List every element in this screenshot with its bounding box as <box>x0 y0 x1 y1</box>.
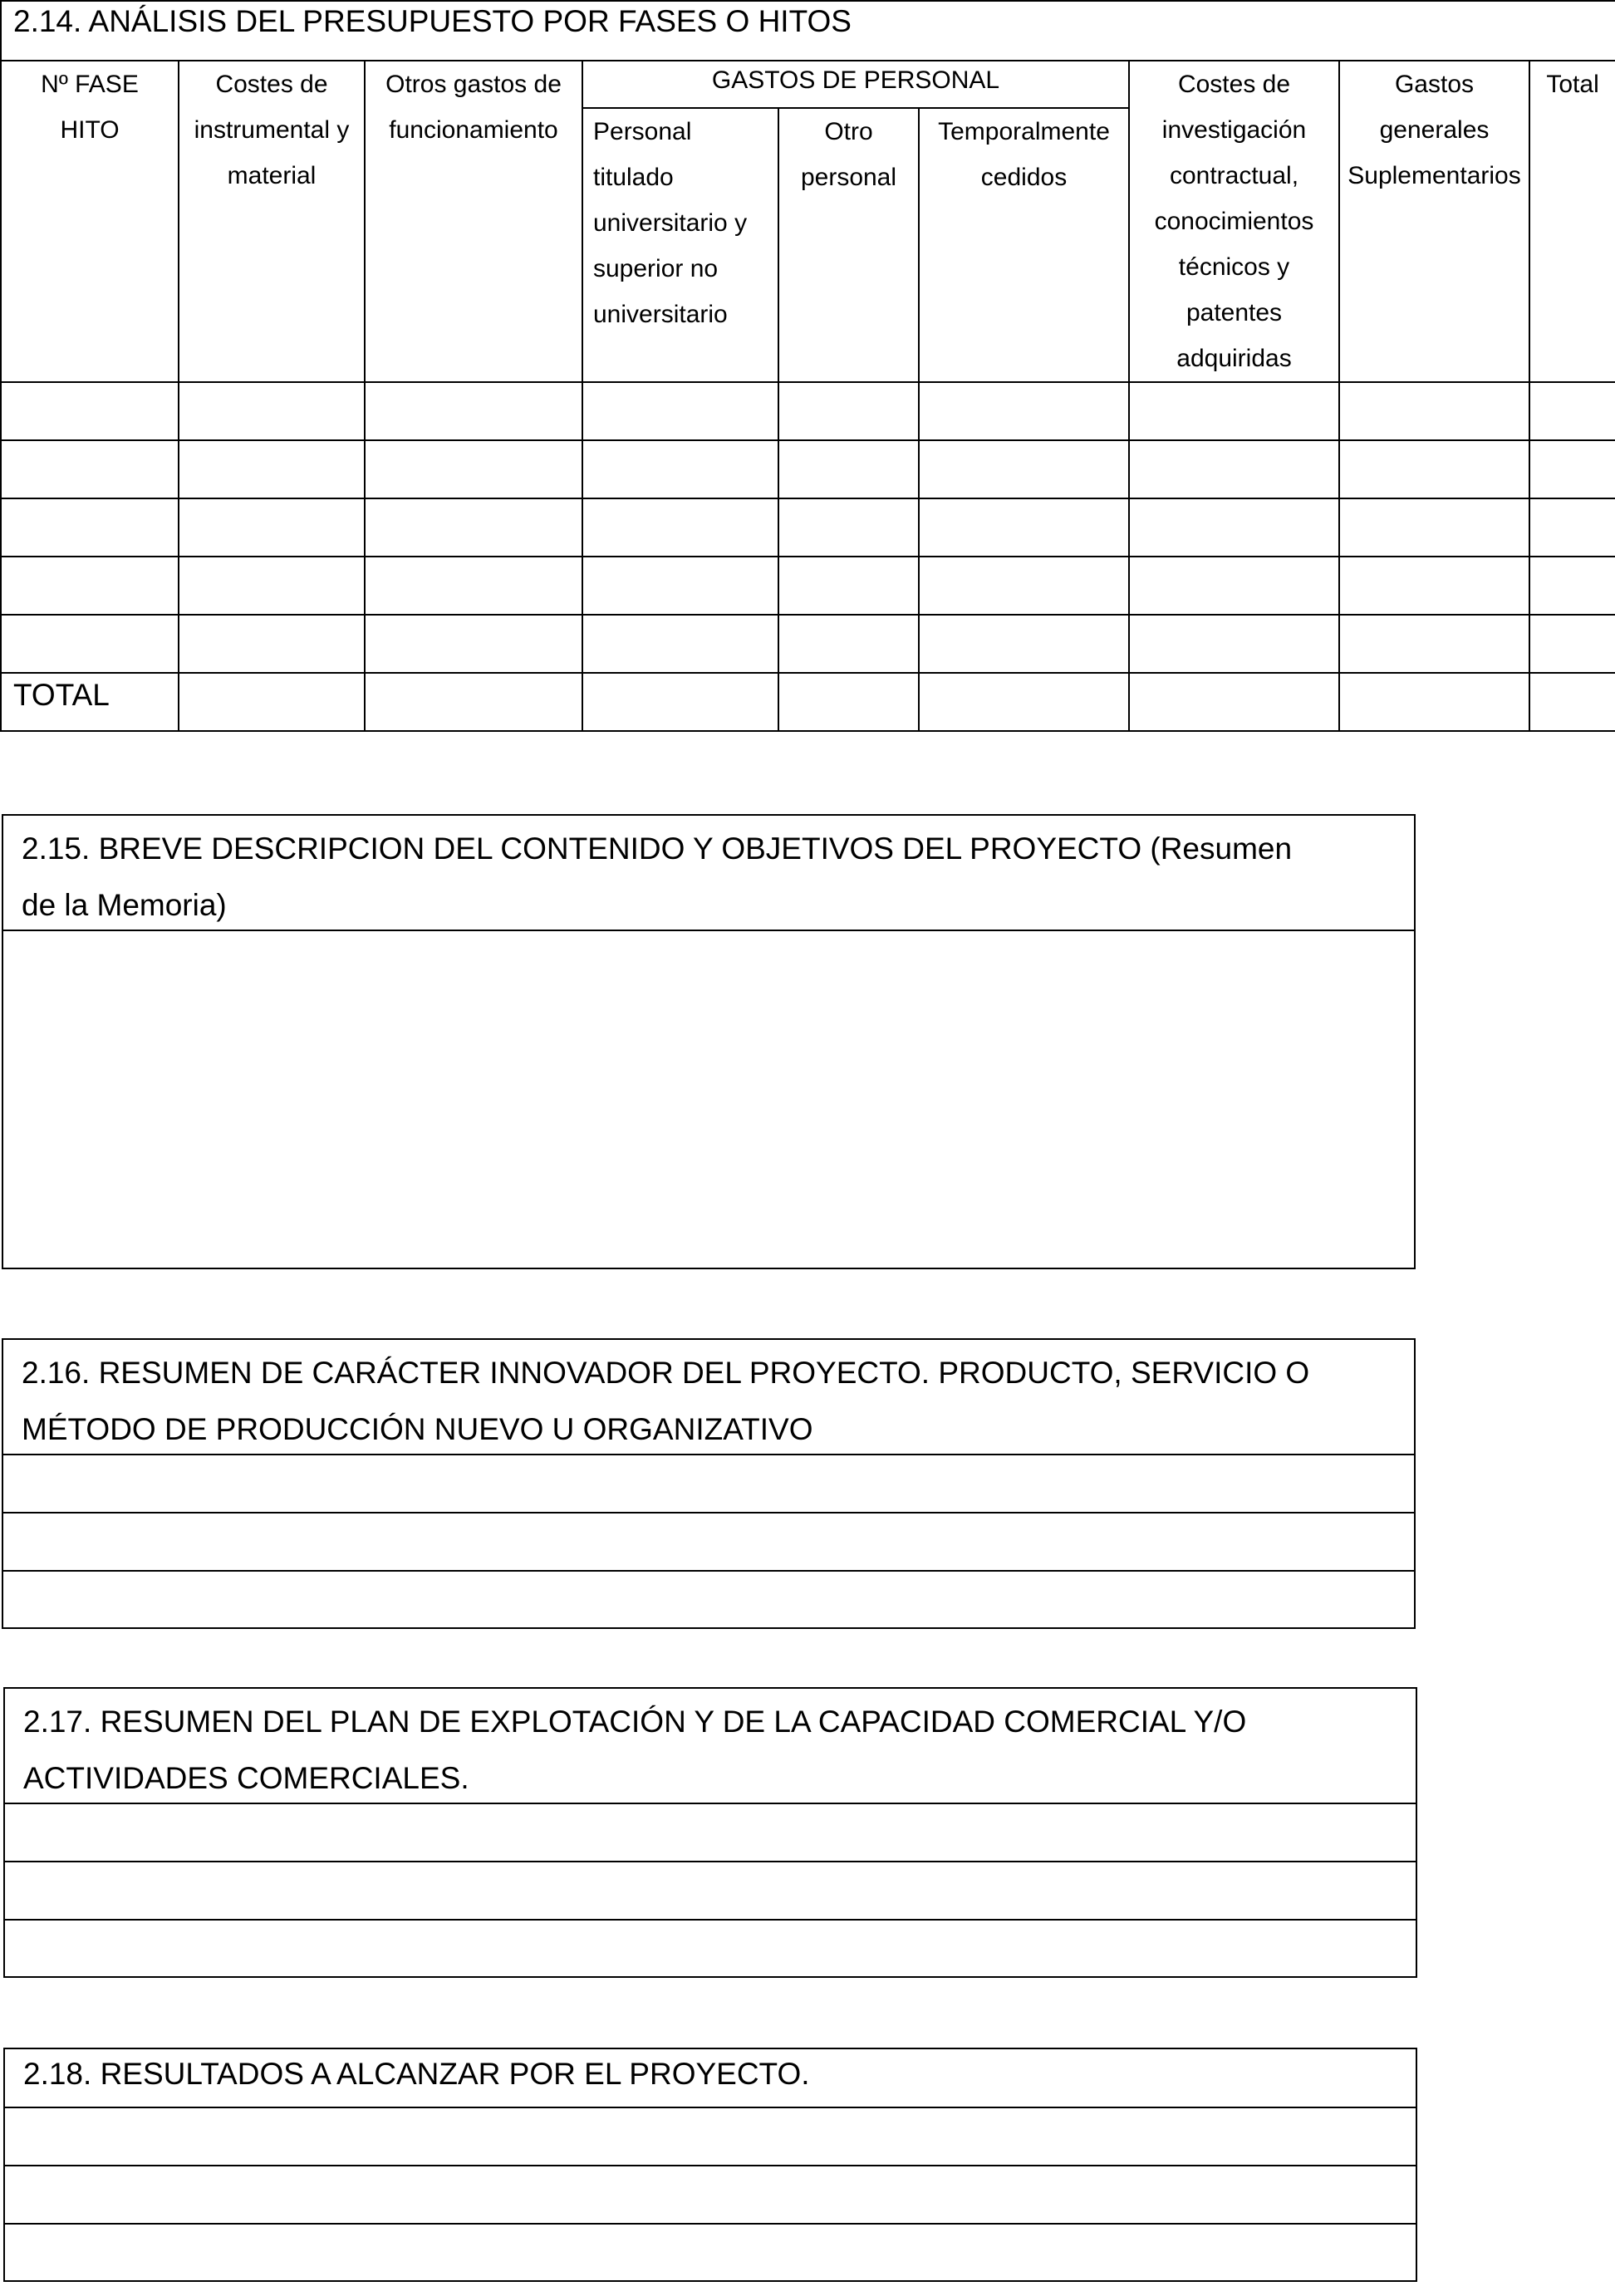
table-cell[interactable] <box>778 498 919 557</box>
description-area[interactable] <box>3 931 1414 1268</box>
section-2-15-title: 2.15. BREVE DESCRIPCION DEL CONTENIDO Y OBJETIVOS DEL PROYECTO (Resumen de la Memoria) <box>3 816 1414 931</box>
table-cell[interactable] <box>582 673 778 731</box>
col-header-gastos-personal: GASTOS DE PERSONAL <box>582 61 1129 108</box>
table-cell[interactable] <box>1339 557 1529 615</box>
table-cell[interactable] <box>778 382 919 440</box>
table-cell[interactable] <box>179 557 365 615</box>
table-cell[interactable] <box>778 615 919 673</box>
section-2-18-title: 2.18. RESULTADOS A ALCANZAR POR EL PROYECTO. <box>5 2049 1416 2108</box>
answer-line[interactable] <box>5 1921 1416 1976</box>
table-cell[interactable] <box>1339 615 1529 673</box>
table-row <box>1 615 1615 673</box>
table-cell[interactable] <box>1129 440 1339 498</box>
table-cell[interactable] <box>1129 615 1339 673</box>
table-cell[interactable] <box>582 498 778 557</box>
section-2-18-box <box>3 2048 1417 2282</box>
table-cell[interactable] <box>1 615 179 673</box>
table-row <box>1 382 1615 440</box>
table-row <box>1 440 1615 498</box>
table-cell[interactable] <box>365 498 582 557</box>
table-cell[interactable] <box>1 382 179 440</box>
col-header-instrumental: Costes de instrumental y material <box>179 61 365 382</box>
table-cell[interactable] <box>919 382 1129 440</box>
section-2-16-title: 2.16. RESUMEN DE CARÁCTER INNOVADOR DEL PROYECTO. PRODUCTO, SERVICIO O MÉTODO DE PRODUCCIÓN NUEVO U ORGANIZATIVO <box>3 1340 1414 1455</box>
table-cell[interactable] <box>1129 382 1339 440</box>
section-2-17-title: 2.17. RESUMEN DEL PLAN DE EXPLOTACIÓN Y DE LA CAPACIDAD COMERCIAL Y/O ACTIVIDADES COMERCIALES. <box>5 1689 1416 1804</box>
col-header-gastos-generales: Gastos generales Suplementarios <box>1339 61 1529 382</box>
table-cell[interactable] <box>1129 557 1339 615</box>
table-cell[interactable] <box>1339 498 1529 557</box>
table-cell[interactable] <box>1339 673 1529 731</box>
answer-line[interactable] <box>5 1862 1416 1921</box>
col-header-otro-personal: Otro personal <box>778 108 919 382</box>
table-cell[interactable] <box>179 673 365 731</box>
section-2-15-box <box>2 814 1416 1269</box>
section-2-16-box <box>2 1338 1416 1629</box>
table-cell[interactable] <box>919 557 1129 615</box>
table-cell[interactable] <box>919 498 1129 557</box>
col-header-investigacion: Costes de investigación contractual, conocimientos técnicos y patentes adquiridas <box>1129 61 1339 382</box>
table-cell[interactable] <box>582 615 778 673</box>
table-cell[interactable] <box>1339 382 1529 440</box>
table-cell[interactable] <box>365 557 582 615</box>
table-cell[interactable] <box>1529 440 1615 498</box>
table-cell[interactable] <box>365 615 582 673</box>
answer-line[interactable] <box>5 2225 1416 2280</box>
answer-line[interactable] <box>3 1572 1414 1627</box>
total-label: TOTAL <box>1 673 179 731</box>
table-cell[interactable] <box>365 382 582 440</box>
table-row <box>1 557 1615 615</box>
table-cell[interactable] <box>919 440 1129 498</box>
table-cell[interactable] <box>365 673 582 731</box>
table-cell[interactable] <box>919 615 1129 673</box>
table-cell[interactable] <box>582 382 778 440</box>
answer-line[interactable] <box>3 1513 1414 1572</box>
table-cell[interactable] <box>778 557 919 615</box>
table-cell[interactable] <box>778 440 919 498</box>
answer-line[interactable] <box>3 1455 1414 1513</box>
table-cell[interactable] <box>179 440 365 498</box>
table-cell[interactable] <box>1 440 179 498</box>
table-cell[interactable] <box>1339 440 1529 498</box>
table-cell[interactable] <box>582 557 778 615</box>
table-cell[interactable] <box>179 382 365 440</box>
budget-table <box>0 0 1615 732</box>
total-row <box>1 673 1615 731</box>
table-cell[interactable] <box>179 498 365 557</box>
table-cell[interactable] <box>778 673 919 731</box>
answer-line[interactable] <box>5 2108 1416 2166</box>
table-row <box>1 498 1615 557</box>
col-header-temporalmente-cedidos: Temporalmente cedidos <box>919 108 1129 382</box>
table-cell[interactable] <box>365 440 582 498</box>
table-cell[interactable] <box>1529 382 1615 440</box>
table-cell[interactable] <box>1 557 179 615</box>
col-header-otros-gastos: Otros gastos de funcionamiento <box>365 61 582 382</box>
table-cell[interactable] <box>1129 498 1339 557</box>
table-cell[interactable] <box>1529 498 1615 557</box>
section-2-14-title: 2.14. ANÁLISIS DEL PRESUPUESTO POR FASES O HITOS <box>1 1 1615 61</box>
table-cell[interactable] <box>1 498 179 557</box>
table-cell[interactable] <box>582 440 778 498</box>
answer-line[interactable] <box>5 1804 1416 1862</box>
answer-line[interactable] <box>5 2166 1416 2225</box>
section-2-17-box <box>3 1687 1417 1978</box>
table-cell[interactable] <box>179 615 365 673</box>
table-cell[interactable] <box>1529 673 1615 731</box>
table-cell[interactable] <box>1129 673 1339 731</box>
table-cell[interactable] <box>919 673 1129 731</box>
table-cell[interactable] <box>1529 557 1615 615</box>
col-header-personal-titulado: Personal titulado universitario y superior no universitario <box>582 108 778 382</box>
col-header-total: Total <box>1529 61 1615 382</box>
col-header-fase: Nº FASE HITO <box>1 61 179 382</box>
table-cell[interactable] <box>1529 615 1615 673</box>
